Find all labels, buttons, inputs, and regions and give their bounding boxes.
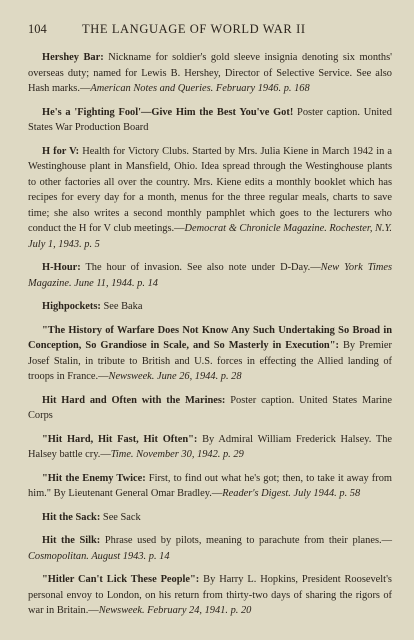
entry-text: See Sack (100, 511, 141, 523)
entry-text: First, to find out what he's got; then, to take it away from him." By Lieutenant General Omar Bradley.— (28, 472, 392, 499)
entry-text: Poster caption. United States Marine Corps (28, 394, 392, 421)
entry-text: Phrase used by pilots, meaning to parachute from their planes.— (100, 535, 392, 546)
entry-source: American Notes and Queries. February 1946. p. 168 (90, 83, 310, 94)
page-number: 104 (28, 22, 47, 36)
entry-term: "Hitler Can't Lick These People": (42, 574, 200, 585)
dictionary-entry (28, 144, 392, 253)
dictionary-entry (28, 510, 392, 526)
entry-text: See Baka (100, 301, 143, 312)
dictionary-entry (28, 299, 392, 315)
running-head: THE LANGUAGE OF WORLD WAR II (82, 22, 306, 36)
entry-term: Hit the Silk: (42, 535, 101, 546)
entry-term: Highpockets: (42, 301, 101, 312)
entry-text: Health for Victory Clubs. Started by Mrs. Julia Kiene in March 1942 in a Westinghouse plant in Mansfield, Ohio. Idea spread through the Westinghouse plants to other factories all over the country. Mrs. Kiene edits a monthly booklet which has recipes for every day for a month, menus for the three regular meals, charts to save time; she also writes a second monthly pamphlet which goes to the lecturers who conduct the H for V club meetings.— (28, 145, 393, 234)
entry-list (28, 50, 392, 619)
dictionary-entry (28, 572, 392, 619)
entry-term: H-Hour: (42, 262, 81, 273)
dictionary-entry (28, 471, 392, 502)
entry-source: Democrat & Chronicle Magazine. Rochester, N.Y. July 1, 1943. p. 5 (28, 223, 392, 250)
dictionary-entry (28, 323, 392, 385)
entry-text: The hour of invasion. See also note under D-Day.— (80, 262, 321, 273)
dictionary-entry (28, 432, 392, 463)
dictionary-entry (28, 50, 392, 97)
entry-term: "The History of Warfare Does Not Know Any Such Undertaking So Broad in Conception, So Grandiose in Scale, and So Masterly in Execution": (28, 324, 392, 351)
entry-text: By Admiral William Frederick Halsey. The Halsey battle cry.— (28, 433, 393, 460)
entry-term: "Hit the Enemy Twice: (42, 472, 146, 484)
entry-source: Newsweek. June 26, 1944. p. 28 (108, 371, 242, 382)
dictionary-entry (28, 533, 392, 564)
entry-term: Hit Hard and Often with the Marines: (42, 394, 226, 406)
entry-text: By Premier Josef Stalin, in tribute to British and U.S. forces in effecting the Allied landing of troops in France.— (28, 340, 393, 382)
entry-text: Nickname for soldier's gold sleeve insignia denoting six months' overseas duty; named for Lewis B. Hershey, Director of Selective Service. See also Hash marks.— (28, 52, 393, 94)
entry-source: Reader's Digest. July 1944. p. 58 (222, 488, 361, 499)
entry-text: By Harry L. Hopkins, President Roosevelt's personal envoy to London, on his return from thirty-two days of sharing the rigors of war in Britain.— (28, 574, 392, 616)
dictionary-entry (28, 105, 392, 136)
dictionary-entry (28, 260, 392, 291)
entry-term: He's a 'Fighting Fool'—Give Him the Best You've Got! (42, 106, 294, 118)
entry-source: New York Times Magazine. June 11, 1944. p. 14 (28, 262, 392, 289)
entry-term: Hershey Bar: (42, 52, 104, 63)
page-header (28, 22, 392, 37)
entry-term: Hit the Sack: (42, 511, 101, 523)
entry-source: Cosmopolitan. August 1943. p. 14 (28, 550, 170, 562)
entry-source: Newsweek. February 24, 1941. p. 20 (98, 605, 252, 616)
dictionary-entry (28, 393, 392, 424)
entry-source: Time. November 30, 1942. p. 29 (110, 449, 244, 460)
entry-text: Poster caption. United States War Production Board (28, 106, 392, 133)
entry-term: "Hit Hard, Hit Fast, Hit Often": (42, 433, 198, 445)
entry-term: H for V: (42, 145, 80, 157)
